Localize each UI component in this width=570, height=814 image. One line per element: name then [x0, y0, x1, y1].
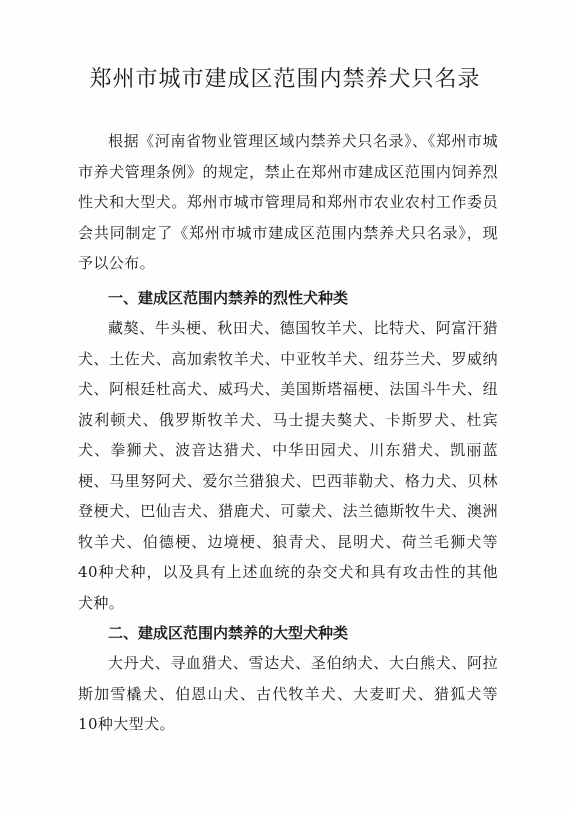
section-body-aggressive-dogs: 藏獒、牛头梗、秋田犬、德国牧羊犬、比特犬、阿富汗猎犬、土佐犬、高加索牧羊犬、中亚牧羊犬、纽芬兰犬、罗威纳犬、阿根廷杜高犬、威玛犬、美国斯塔福梗、法国斗牛犬、纽波利顿犬、俄罗斯牧羊犬、马士提夫獒犬、卡斯罗犬、杜宾犬、拳狮犬、波音达猎犬、中华田园犬、川东猎犬、凯丽蓝梗、马里努阿犬、爱尔兰猎狼犬、巴西菲勒犬、格力犬、贝林登梗犬、巴仙吉犬、猎鹿犬、可蒙犬、法兰德斯牧牛犬、澳洲牧羊犬、伯德梗、边境梗、狼青犬、昆明犬、荷兰毛狮犬等40种犬种，以及具有上述血统的杂交犬和具有攻击性的其他犬种。 — [78, 319, 498, 612]
section-heading-aggressive-dogs: 一、建成区范围内禁养的烈性犬种类 — [108, 289, 349, 307]
section-heading-large-dogs: 二、建成区范围内禁养的大型犬种类 — [108, 624, 349, 642]
section-body-large-dogs: 大丹犬、寻血猎犬、雪达犬、圣伯纳犬、大白熊犬、阿拉斯加雪橇犬、伯恩山犬、古代牧羊犬、大麦町犬、猎狐犬等10种大型犬。 — [78, 654, 498, 733]
intro-paragraph: 根据《河南省物业管理区域内禁养犬只名录》、《郑州市城市养犬管理条例》的规定，禁止在郑州市建成区范围内饲养烈性犬和大型犬。郑州市城市管理局和郑州市农业农村工作委员会共同制定了《郑州市城市建成区范围内禁养犬只名录》，现予以公布。 — [78, 132, 498, 272]
document-title: 郑州市城市建成区范围内禁养犬只名录 — [89, 67, 481, 92]
